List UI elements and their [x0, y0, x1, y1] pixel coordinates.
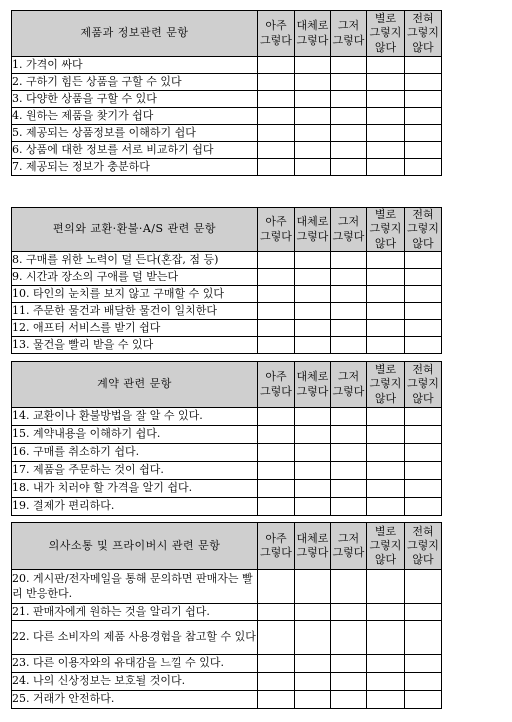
answer-cell[interactable] — [295, 673, 331, 691]
answer-cell[interactable] — [258, 480, 295, 498]
section-title: 편의와 교환·환불·A/S 관련 문항 — [12, 208, 258, 252]
question-text: 12. 애프터 서비스를 받기 쉽다 — [12, 320, 258, 337]
answer-cell[interactable] — [405, 426, 442, 444]
answer-cell[interactable] — [295, 320, 331, 337]
column-strongly-agree: 아주 그렇다 — [258, 208, 295, 252]
section-title: 의사소통 및 프라이버시 관련 문항 — [12, 523, 258, 570]
answer-cell[interactable] — [331, 320, 367, 337]
column-disagree: 별로 그렇지 않다 — [367, 208, 405, 252]
question-text: 18. 내가 치러야 할 가격을 알기 쉽다. — [12, 480, 258, 498]
question-text: 4. 원하는 제품을 찾기가 쉽다 — [12, 108, 258, 125]
answer-cell[interactable] — [295, 125, 331, 142]
answer-cell[interactable] — [258, 337, 295, 354]
answer-cell[interactable] — [258, 426, 295, 444]
answer-cell[interactable] — [367, 655, 405, 673]
answer-cell[interactable] — [405, 480, 442, 498]
answer-cell[interactable] — [405, 125, 442, 142]
answer-cell[interactable] — [258, 570, 295, 604]
question-text: 14. 교환이나 환불방법을 잘 알 수 있다. — [12, 408, 258, 426]
section-communication-privacy — [11, 522, 442, 709]
question-row — [12, 159, 442, 176]
question-row — [12, 286, 442, 303]
answer-cell[interactable] — [367, 125, 405, 142]
answer-cell[interactable] — [258, 91, 295, 108]
answer-cell[interactable] — [405, 691, 442, 709]
question-row — [12, 320, 442, 337]
section-convenience-exchange — [11, 207, 442, 354]
column-agree: 대체로 그렇다 — [295, 523, 331, 570]
answer-cell[interactable] — [331, 108, 367, 125]
answer-cell[interactable] — [295, 286, 331, 303]
answer-cell[interactable] — [258, 621, 295, 655]
question-text: 6. 상품에 대한 정보를 서로 비교하기 쉽다 — [12, 142, 258, 159]
answer-cell[interactable] — [295, 91, 331, 108]
answer-cell[interactable] — [331, 498, 367, 516]
question-row — [12, 303, 442, 320]
column-neutral: 그저 그렇다 — [331, 523, 367, 570]
answer-cell[interactable] — [367, 57, 405, 74]
question-text: 7. 제공되는 정보가 충분하다 — [12, 159, 258, 176]
answer-cell[interactable] — [295, 604, 331, 621]
section-contract — [11, 361, 442, 516]
section-title: 제품과 정보관련 문항 — [12, 11, 258, 57]
answer-cell[interactable] — [367, 426, 405, 444]
question-text: 21. 판매자에게 원하는 것을 알리기 쉽다. — [12, 604, 258, 621]
question-row — [12, 269, 442, 286]
answer-cell[interactable] — [295, 57, 331, 74]
answer-cell[interactable] — [367, 159, 405, 176]
question-row — [12, 57, 442, 74]
answer-cell[interactable] — [258, 303, 295, 320]
column-neutral: 그저 그렇다 — [331, 362, 367, 408]
answer-cell[interactable] — [367, 286, 405, 303]
answer-cell[interactable] — [331, 337, 367, 354]
answer-cell[interactable] — [258, 108, 295, 125]
column-strongly-agree: 아주 그렇다 — [258, 362, 295, 408]
answer-cell[interactable] — [258, 498, 295, 516]
answer-cell[interactable] — [331, 604, 367, 621]
answer-cell[interactable] — [331, 691, 367, 709]
answer-cell[interactable] — [295, 408, 331, 426]
answer-cell[interactable] — [367, 91, 405, 108]
column-disagree: 별로 그렇지 않다 — [367, 362, 405, 408]
answer-cell[interactable] — [258, 269, 295, 286]
answer-cell[interactable] — [295, 337, 331, 354]
answer-cell[interactable] — [331, 57, 367, 74]
column-agree: 대체로 그렇다 — [295, 362, 331, 408]
answer-cell[interactable] — [258, 286, 295, 303]
answer-cell[interactable] — [367, 108, 405, 125]
answer-cell[interactable] — [367, 673, 405, 691]
question-text: 22. 다른 소비자의 제품 사용경험을 참고할 수 있다 — [12, 621, 258, 655]
answer-cell[interactable] — [405, 91, 442, 108]
answer-cell[interactable] — [367, 337, 405, 354]
question-text: 15. 계약내용을 이해하기 쉽다. — [12, 426, 258, 444]
column-neutral: 그저 그렇다 — [331, 208, 367, 252]
question-text: 5. 제공되는 상품정보를 이해하기 쉽다 — [12, 125, 258, 142]
answer-cell[interactable] — [295, 303, 331, 320]
question-text: 1. 가격이 싸다 — [12, 57, 258, 74]
column-strongly-disagree: 전혀 그렇지 않다 — [405, 11, 442, 57]
answer-cell[interactable] — [405, 444, 442, 462]
question-text: 13. 물건을 빨리 받을 수 있다 — [12, 337, 258, 354]
answer-cell[interactable] — [331, 252, 367, 269]
answer-cell[interactable] — [367, 408, 405, 426]
answer-cell[interactable] — [405, 108, 442, 125]
column-strongly-agree: 아주 그렇다 — [258, 523, 295, 570]
question-row — [12, 570, 442, 604]
question-text: 17. 제품을 주문하는 것이 쉽다. — [12, 462, 258, 480]
question-row — [12, 426, 442, 444]
question-text: 8. 구매를 위한 노력이 덜 든다(혼잡, 점 등) — [12, 252, 258, 269]
question-text: 20. 게시판/전자메일을 통해 문의하면 판매자는 빨리 반응한다. — [12, 570, 258, 604]
answer-cell[interactable] — [405, 462, 442, 480]
answer-cell[interactable] — [367, 498, 405, 516]
question-row — [12, 142, 442, 159]
question-row — [12, 691, 442, 709]
answer-cell[interactable] — [331, 74, 367, 91]
answer-cell[interactable] — [295, 570, 331, 604]
answer-cell[interactable] — [367, 604, 405, 621]
answer-cell[interactable] — [331, 142, 367, 159]
answer-cell[interactable] — [367, 480, 405, 498]
answer-cell[interactable] — [367, 142, 405, 159]
answer-cell[interactable] — [331, 159, 367, 176]
question-text: 25. 거래가 안전하다. — [12, 691, 258, 709]
answer-cell[interactable] — [405, 408, 442, 426]
question-text: 10. 타인의 눈치를 보지 않고 구매할 수 있다 — [12, 286, 258, 303]
question-text: 23. 다른 이용자와의 유대감을 느낄 수 있다. — [12, 655, 258, 673]
answer-cell[interactable] — [295, 74, 331, 91]
answer-cell[interactable] — [295, 462, 331, 480]
answer-cell[interactable] — [331, 655, 367, 673]
column-disagree: 별로 그렇지 않다 — [367, 11, 405, 57]
question-row — [12, 498, 442, 516]
question-row — [12, 604, 442, 621]
answer-cell[interactable] — [295, 159, 331, 176]
answer-cell[interactable] — [258, 57, 295, 74]
answer-cell[interactable] — [295, 621, 331, 655]
answer-cell[interactable] — [367, 444, 405, 462]
answer-cell[interactable] — [331, 480, 367, 498]
answer-cell[interactable] — [258, 673, 295, 691]
question-text: 2. 구하기 힘든 상품을 구할 수 있다 — [12, 74, 258, 91]
answer-cell[interactable] — [258, 444, 295, 462]
answer-cell[interactable] — [405, 604, 442, 621]
answer-cell[interactable] — [295, 498, 331, 516]
answer-cell[interactable] — [367, 252, 405, 269]
answer-cell[interactable] — [295, 142, 331, 159]
answer-cell[interactable] — [331, 408, 367, 426]
answer-cell[interactable] — [405, 252, 442, 269]
column-strongly-disagree: 전혀 그렇지 않다 — [405, 208, 442, 252]
answer-cell[interactable] — [295, 655, 331, 673]
answer-cell[interactable] — [258, 408, 295, 426]
answer-cell[interactable] — [258, 74, 295, 91]
question-row — [12, 480, 442, 498]
answer-cell[interactable] — [331, 673, 367, 691]
answer-cell[interactable] — [367, 691, 405, 709]
question-row — [12, 74, 442, 91]
column-neutral: 그저 그렇다 — [331, 11, 367, 57]
answer-cell[interactable] — [258, 462, 295, 480]
answer-cell[interactable] — [295, 444, 331, 462]
column-agree: 대체로 그렇다 — [295, 208, 331, 252]
question-text: 19. 결제가 편리하다. — [12, 498, 258, 516]
answer-cell[interactable] — [405, 320, 442, 337]
answer-cell[interactable] — [405, 303, 442, 320]
answer-cell[interactable] — [405, 74, 442, 91]
column-disagree: 별로 그렇지 않다 — [367, 523, 405, 570]
column-strongly-agree: 아주 그렇다 — [258, 11, 295, 57]
answer-cell[interactable] — [405, 269, 442, 286]
answer-cell[interactable] — [405, 498, 442, 516]
section-product-info — [11, 10, 442, 176]
question-row — [12, 337, 442, 354]
answer-cell[interactable] — [331, 91, 367, 108]
question-row — [12, 91, 442, 108]
answer-cell[interactable] — [295, 252, 331, 269]
answer-cell[interactable] — [295, 480, 331, 498]
answer-cell[interactable] — [405, 673, 442, 691]
answer-cell[interactable] — [367, 269, 405, 286]
answer-cell[interactable] — [367, 621, 405, 655]
answer-cell[interactable] — [405, 621, 442, 655]
column-strongly-disagree: 전혀 그렇지 않다 — [405, 523, 442, 570]
answer-cell[interactable] — [405, 142, 442, 159]
answer-cell[interactable] — [331, 621, 367, 655]
question-row — [12, 673, 442, 691]
answer-cell[interactable] — [367, 462, 405, 480]
answer-cell[interactable] — [367, 74, 405, 91]
answer-cell[interactable] — [295, 269, 331, 286]
answer-cell[interactable] — [331, 286, 367, 303]
answer-cell[interactable] — [405, 57, 442, 74]
answer-cell[interactable] — [405, 286, 442, 303]
answer-cell[interactable] — [258, 320, 295, 337]
answer-cell[interactable] — [331, 125, 367, 142]
answer-cell[interactable] — [405, 570, 442, 604]
question-text: 16. 구매를 취소하기 쉽다. — [12, 444, 258, 462]
answer-cell[interactable] — [367, 320, 405, 337]
answer-cell[interactable] — [331, 269, 367, 286]
question-row — [12, 444, 442, 462]
question-text: 3. 다양한 상품을 구할 수 있다 — [12, 91, 258, 108]
answer-cell[interactable] — [331, 444, 367, 462]
question-text: 9. 시간과 장소의 구애를 덜 받는다 — [12, 269, 258, 286]
answer-cell[interactable] — [331, 570, 367, 604]
question-text: 11. 주문한 물건과 배달한 물건이 일치한다 — [12, 303, 258, 320]
answer-cell[interactable] — [258, 604, 295, 621]
answer-cell[interactable] — [258, 252, 295, 269]
answer-cell[interactable] — [295, 691, 331, 709]
answer-cell[interactable] — [295, 426, 331, 444]
question-row — [12, 252, 442, 269]
question-row — [12, 655, 442, 673]
question-row — [12, 108, 442, 125]
question-row — [12, 621, 442, 655]
answer-cell[interactable] — [331, 303, 367, 320]
question-row — [12, 408, 442, 426]
answer-cell[interactable] — [258, 159, 295, 176]
answer-cell[interactable] — [405, 655, 442, 673]
question-text: 24. 나의 신상정보는 보호될 것이다. — [12, 673, 258, 691]
section-title: 계약 관련 문항 — [12, 362, 258, 408]
answer-cell[interactable] — [405, 159, 442, 176]
answer-cell[interactable] — [331, 426, 367, 444]
answer-cell[interactable] — [258, 691, 295, 709]
answer-cell[interactable] — [258, 125, 295, 142]
answer-cell[interactable] — [367, 570, 405, 604]
question-row — [12, 462, 442, 480]
answer-cell[interactable] — [258, 655, 295, 673]
column-strongly-disagree: 전혀 그렇지 않다 — [405, 362, 442, 408]
answer-cell[interactable] — [405, 337, 442, 354]
question-row — [12, 125, 442, 142]
answer-cell[interactable] — [367, 303, 405, 320]
answer-cell[interactable] — [258, 142, 295, 159]
answer-cell[interactable] — [295, 108, 331, 125]
column-agree: 대체로 그렇다 — [295, 11, 331, 57]
answer-cell[interactable] — [331, 462, 367, 480]
